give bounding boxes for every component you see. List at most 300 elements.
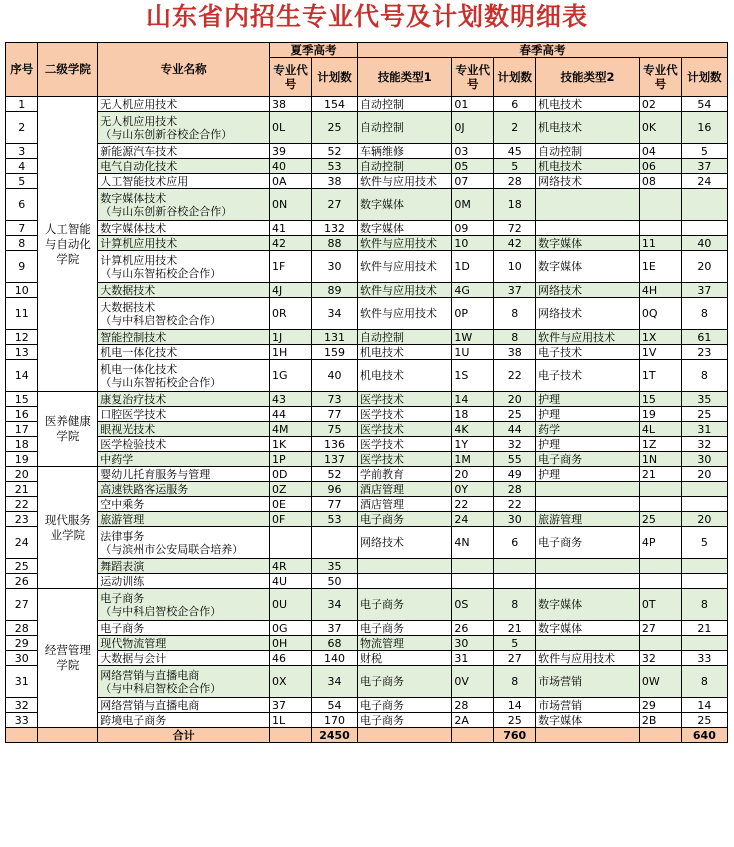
row-number-cell: 4 [6,159,38,174]
skill2-cell [536,559,640,574]
spring-code1-cell: 09 [452,221,494,236]
spring-code2-cell: 21 [639,467,681,482]
summer-code-cell: 1J [270,330,312,345]
dept-cell: 现代服务业学院 [38,467,98,589]
table-row [6,407,728,422]
summer-code-cell: 44 [270,407,312,422]
spring-code1-cell: 14 [452,392,494,407]
totals-summer: 2450 [311,728,357,743]
spring-count2-cell: 40 [681,236,727,251]
page-title: 山东省内招生专业代号及计划数明细表 [145,2,588,31]
table-row [6,298,728,330]
spring-code1-cell: 4N [452,527,494,559]
dept-cell: 人工智能与自动化学院 [38,97,98,392]
summer-code-cell: 39 [270,144,312,159]
spring-code2-cell: 15 [639,392,681,407]
spring-code2-cell [639,189,681,221]
skill1-cell: 物流管理 [358,636,452,651]
skill2-cell: 数字媒体 [536,236,640,251]
major-cell: 空中乘务 [98,497,270,512]
spring-count2-cell: 21 [681,621,727,636]
spring-count1-cell [494,559,536,574]
spring-count2-cell: 37 [681,159,727,174]
skill2-cell: 市场营销 [536,666,640,698]
spring-code1-cell: 10 [452,236,494,251]
major-cell: 口腔医学技术 [98,407,270,422]
spring-count1-cell: 22 [494,360,536,392]
summer-count-cell: 77 [311,497,357,512]
summer-code-cell: 4M [270,422,312,437]
spring-count1-cell: 21 [494,621,536,636]
table-row [6,512,728,527]
skill2-cell: 机电技术 [536,112,640,144]
plan-table [5,42,728,743]
spring-code1-cell: 18 [452,407,494,422]
summer-code-cell: 0N [270,189,312,221]
spring-count2-cell [681,636,727,651]
spring-code2-cell: 04 [639,144,681,159]
major-cell: 婴幼儿托育服务与管理 [98,467,270,482]
summer-code-cell: 1F [270,251,312,283]
summer-count-cell: 159 [311,345,357,360]
spring-count2-cell: 8 [681,666,727,698]
major-cell: 跨境电子商务 [98,713,270,728]
skill1-cell: 自动控制 [358,97,452,112]
summer-count-cell: 170 [311,713,357,728]
summer-count-cell: 27 [311,189,357,221]
spring-code2-cell: 1T [639,360,681,392]
row-number-cell: 5 [6,174,38,189]
spring-code1-cell: 31 [452,651,494,666]
header-summer: 夏季高考 [270,43,358,58]
summer-count-cell: 35 [311,559,357,574]
spring-count1-cell: 6 [494,97,536,112]
major-cell: 无人机应用技术 [98,97,270,112]
skill2-cell [536,221,640,236]
skill1-cell: 学前教育 [358,467,452,482]
summer-code-cell: 0L [270,112,312,144]
spring-code2-cell: 0T [639,589,681,621]
skill1-cell [358,559,452,574]
header-spring-count2: 计划数 [681,58,727,97]
table-row [6,97,728,112]
spring-count1-cell: 49 [494,467,536,482]
spring-code1-cell: 1M [452,452,494,467]
summer-code-cell: 38 [270,97,312,112]
skill2-cell: 软件与应用技术 [536,651,640,666]
spring-count1-cell: 30 [494,512,536,527]
summer-code-cell: 46 [270,651,312,666]
spring-count1-cell: 32 [494,437,536,452]
row-number-cell: 6 [6,189,38,221]
skill1-cell: 自动控制 [358,330,452,345]
spring-count1-cell: 28 [494,174,536,189]
skill1-cell: 财税 [358,651,452,666]
table-row [6,437,728,452]
skill1-cell: 网络技术 [358,527,452,559]
header-summer-count: 计划数 [311,58,357,97]
header-spring: 春季高考 [358,43,728,58]
spring-count1-cell: 6 [494,527,536,559]
skill1-cell: 机电技术 [358,360,452,392]
totals-spring2: 640 [681,728,727,743]
skill2-cell: 护理 [536,437,640,452]
summer-count-cell: 38 [311,174,357,189]
spring-code1-cell: 07 [452,174,494,189]
spring-count1-cell: 20 [494,392,536,407]
spring-code2-cell [639,636,681,651]
row-number-cell: 11 [6,298,38,330]
spring-code2-cell [639,221,681,236]
skill2-cell: 电子商务 [536,452,640,467]
summer-count-cell: 140 [311,651,357,666]
row-number-cell: 29 [6,636,38,651]
major-cell: 中药学 [98,452,270,467]
table-row [6,497,728,512]
row-number-cell: 17 [6,422,38,437]
row-number-cell: 23 [6,512,38,527]
table-row [6,144,728,159]
major-cell: 电子商务 （与中科启智校企合作） [98,589,270,621]
table-row [6,467,728,482]
table-row [6,527,728,559]
spring-count2-cell [681,574,727,589]
spring-code2-cell: 27 [639,621,681,636]
summer-count-cell: 34 [311,589,357,621]
skill2-cell: 网络技术 [536,283,640,298]
spring-code2-cell: 19 [639,407,681,422]
skill1-cell: 自动控制 [358,112,452,144]
skill1-cell: 电子商务 [358,621,452,636]
skill1-cell: 医学技术 [358,437,452,452]
major-cell: 运动训练 [98,574,270,589]
table-row [6,189,728,221]
summer-code-cell: 40 [270,159,312,174]
spring-code2-cell: 29 [639,698,681,713]
totals-row [6,728,728,743]
skill2-cell: 自动控制 [536,144,640,159]
spring-count2-cell: 8 [681,360,727,392]
row-number-cell: 19 [6,452,38,467]
spring-code2-cell: 02 [639,97,681,112]
skill1-cell: 机电技术 [358,345,452,360]
skill1-cell: 软件与应用技术 [358,174,452,189]
header-no: 序号 [6,43,38,97]
skill1-cell: 数字媒体 [358,221,452,236]
spring-code1-cell: 1W [452,330,494,345]
row-number-cell: 3 [6,144,38,159]
spring-count1-cell: 8 [494,330,536,345]
major-cell: 康复治疗技术 [98,392,270,407]
table-body [6,97,728,728]
spring-count2-cell: 23 [681,345,727,360]
spring-code1-cell: 0J [452,112,494,144]
row-number-cell: 21 [6,482,38,497]
spring-count2-cell: 30 [681,452,727,467]
summer-count-cell: 54 [311,698,357,713]
spring-code2-cell: 1E [639,251,681,283]
summer-code-cell: 1G [270,360,312,392]
skill1-cell: 软件与应用技术 [358,251,452,283]
spring-count1-cell: 38 [494,345,536,360]
table-row [6,452,728,467]
row-number-cell: 8 [6,236,38,251]
row-number-cell: 15 [6,392,38,407]
major-cell: 机电一体化技术 （与山东智拓校企合作） [98,360,270,392]
spring-count2-cell: 61 [681,330,727,345]
spring-count1-cell: 2 [494,112,536,144]
skill1-cell: 软件与应用技术 [358,236,452,251]
summer-count-cell: 88 [311,236,357,251]
spring-count2-cell [681,189,727,221]
spring-count2-cell: 5 [681,527,727,559]
spring-code2-cell [639,574,681,589]
spring-count2-cell: 24 [681,174,727,189]
summer-count-cell: 131 [311,330,357,345]
spring-code1-cell: 1U [452,345,494,360]
totals-spring1: 760 [494,728,536,743]
spring-code1-cell: 26 [452,621,494,636]
row-number-cell: 28 [6,621,38,636]
major-cell: 无人机应用技术 （与山东创新谷校企合作） [98,112,270,144]
table-row [6,360,728,392]
summer-code-cell: 0H [270,636,312,651]
table-row [6,221,728,236]
skill1-cell: 车辆维修 [358,144,452,159]
skill1-cell: 电子商务 [358,512,452,527]
header-skill2: 技能类型2 [536,58,640,97]
spring-code2-cell: 1N [639,452,681,467]
major-cell: 电气自动化技术 [98,159,270,174]
spring-code2-cell [639,482,681,497]
spring-code1-cell: 0P [452,298,494,330]
table-row [6,330,728,345]
summer-code-cell: 42 [270,236,312,251]
summer-code-cell: 4U [270,574,312,589]
major-cell: 大数据与会计 [98,651,270,666]
summer-count-cell: 34 [311,298,357,330]
spring-code2-cell: 32 [639,651,681,666]
spring-count2-cell: 25 [681,407,727,422]
summer-count-cell: 52 [311,144,357,159]
summer-code-cell: 1P [270,452,312,467]
spring-code1-cell: 2A [452,713,494,728]
table-row [6,174,728,189]
summer-count-cell: 136 [311,437,357,452]
skill2-cell [536,497,640,512]
spring-code1-cell: 03 [452,144,494,159]
spring-count2-cell: 8 [681,589,727,621]
summer-count-cell: 68 [311,636,357,651]
spring-code1-cell: 28 [452,698,494,713]
row-number-cell: 20 [6,467,38,482]
major-cell: 旅游管理 [98,512,270,527]
spring-code2-cell: 4L [639,422,681,437]
summer-count-cell: 50 [311,574,357,589]
major-cell: 计算机应用技术 [98,236,270,251]
major-cell: 大数据技术 （与中科启智校企合作） [98,298,270,330]
row-number-cell: 12 [6,330,38,345]
spring-count1-cell [494,574,536,589]
table-row [6,574,728,589]
table-row [6,713,728,728]
summer-count-cell: 77 [311,407,357,422]
spring-count1-cell: 25 [494,713,536,728]
skill1-cell: 软件与应用技术 [358,298,452,330]
table-row [6,422,728,437]
major-cell: 舞蹈表演 [98,559,270,574]
spring-count2-cell: 20 [681,467,727,482]
table-row [6,112,728,144]
skill2-cell: 电子技术 [536,360,640,392]
major-cell: 网络营销与直播电商 [98,698,270,713]
skill1-cell: 医学技术 [358,452,452,467]
major-cell: 智能控制技术 [98,330,270,345]
spring-code2-cell: 0Q [639,298,681,330]
spring-code1-cell: 0M [452,189,494,221]
spring-count1-cell: 8 [494,666,536,698]
table-row [6,651,728,666]
summer-code-cell: 0D [270,467,312,482]
table-row [6,236,728,251]
summer-count-cell: 52 [311,467,357,482]
spring-count2-cell: 35 [681,392,727,407]
spring-code1-cell: 4G [452,283,494,298]
spring-count2-cell [681,497,727,512]
header-spring-code2: 专业代号 [639,58,681,97]
spring-code2-cell: 08 [639,174,681,189]
summer-code-cell: 0G [270,621,312,636]
skill2-cell: 网络技术 [536,298,640,330]
table-row [6,392,728,407]
spring-count1-cell: 10 [494,251,536,283]
summer-code-cell: 0R [270,298,312,330]
summer-count-cell: 37 [311,621,357,636]
spring-code2-cell [639,497,681,512]
spring-code2-cell: 1X [639,330,681,345]
table-row [6,698,728,713]
table-row [6,482,728,497]
spring-count1-cell: 37 [494,283,536,298]
spring-code1-cell: 0V [452,666,494,698]
spring-code1-cell: 0Y [452,482,494,497]
spring-code2-cell: 1V [639,345,681,360]
major-cell: 现代物流管理 [98,636,270,651]
spring-count2-cell: 20 [681,251,727,283]
summer-count-cell: 137 [311,452,357,467]
summer-count-cell: 53 [311,159,357,174]
table-row [6,666,728,698]
skill2-cell: 软件与应用技术 [536,330,640,345]
header-spring-code1: 专业代号 [452,58,494,97]
spring-code1-cell [452,574,494,589]
spring-code1-cell: 1D [452,251,494,283]
skill2-cell: 电子商务 [536,527,640,559]
spring-count2-cell: 8 [681,298,727,330]
major-cell: 电子商务 [98,621,270,636]
skill2-cell: 市场营销 [536,698,640,713]
spring-count1-cell: 18 [494,189,536,221]
spring-code1-cell: 4K [452,422,494,437]
spring-count1-cell: 25 [494,407,536,422]
header-dept: 二级学院 [38,43,98,97]
spring-code2-cell: 11 [639,236,681,251]
spring-count2-cell [681,221,727,236]
skill1-cell: 软件与应用技术 [358,283,452,298]
spring-count1-cell: 8 [494,298,536,330]
spring-code1-cell: 05 [452,159,494,174]
summer-count-cell: 73 [311,392,357,407]
skill2-cell: 数字媒体 [536,713,640,728]
skill1-cell: 电子商务 [358,589,452,621]
skill2-cell: 机电技术 [536,159,640,174]
spring-count2-cell: 33 [681,651,727,666]
row-number-cell: 33 [6,713,38,728]
skill2-cell: 数字媒体 [536,621,640,636]
skill2-cell: 机电技术 [536,97,640,112]
summer-count-cell: 40 [311,360,357,392]
skill2-cell [536,636,640,651]
dept-cell: 医养健康学院 [38,392,98,467]
summer-code-cell: 4J [270,283,312,298]
skill2-cell: 护理 [536,407,640,422]
summer-code-cell: 0X [270,666,312,698]
spring-count1-cell: 8 [494,589,536,621]
row-number-cell: 26 [6,574,38,589]
summer-code-cell: 0U [270,589,312,621]
table-row [6,589,728,621]
spring-code1-cell: 01 [452,97,494,112]
skill2-cell: 电子技术 [536,345,640,360]
table-row [6,559,728,574]
summer-count-cell: 96 [311,482,357,497]
spring-code1-cell: 1Y [452,437,494,452]
summer-code-cell: 1H [270,345,312,360]
row-number-cell: 25 [6,559,38,574]
skill2-cell: 护理 [536,392,640,407]
table-row [6,345,728,360]
spring-code2-cell: 4H [639,283,681,298]
major-cell: 医学检验技术 [98,437,270,452]
table-row [6,251,728,283]
skill2-cell: 数字媒体 [536,589,640,621]
spring-count1-cell: 55 [494,452,536,467]
header-spring-count1: 计划数 [494,58,536,97]
summer-code-cell: 37 [270,698,312,713]
skill2-cell: 网络技术 [536,174,640,189]
skill2-cell: 数字媒体 [536,251,640,283]
spring-count2-cell [681,482,727,497]
spring-code2-cell: 4P [639,527,681,559]
summer-code-cell: 1K [270,437,312,452]
major-cell: 机电一体化技术 [98,345,270,360]
spring-count2-cell: 5 [681,144,727,159]
major-cell: 计算机应用技术 （与山东智拓校企合作） [98,251,270,283]
summer-count-cell: 30 [311,251,357,283]
spring-count2-cell: 20 [681,512,727,527]
major-cell: 数字媒体技术 [98,221,270,236]
skill2-cell: 药学 [536,422,640,437]
row-number-cell: 30 [6,651,38,666]
spring-count1-cell: 5 [494,636,536,651]
spring-code1-cell: 1S [452,360,494,392]
major-cell: 大数据技术 [98,283,270,298]
skill1-cell: 医学技术 [358,407,452,422]
skill2-cell [536,482,640,497]
header-summer-code: 专业代号 [270,58,312,97]
spring-count1-cell: 27 [494,651,536,666]
spring-code1-cell: 0S [452,589,494,621]
